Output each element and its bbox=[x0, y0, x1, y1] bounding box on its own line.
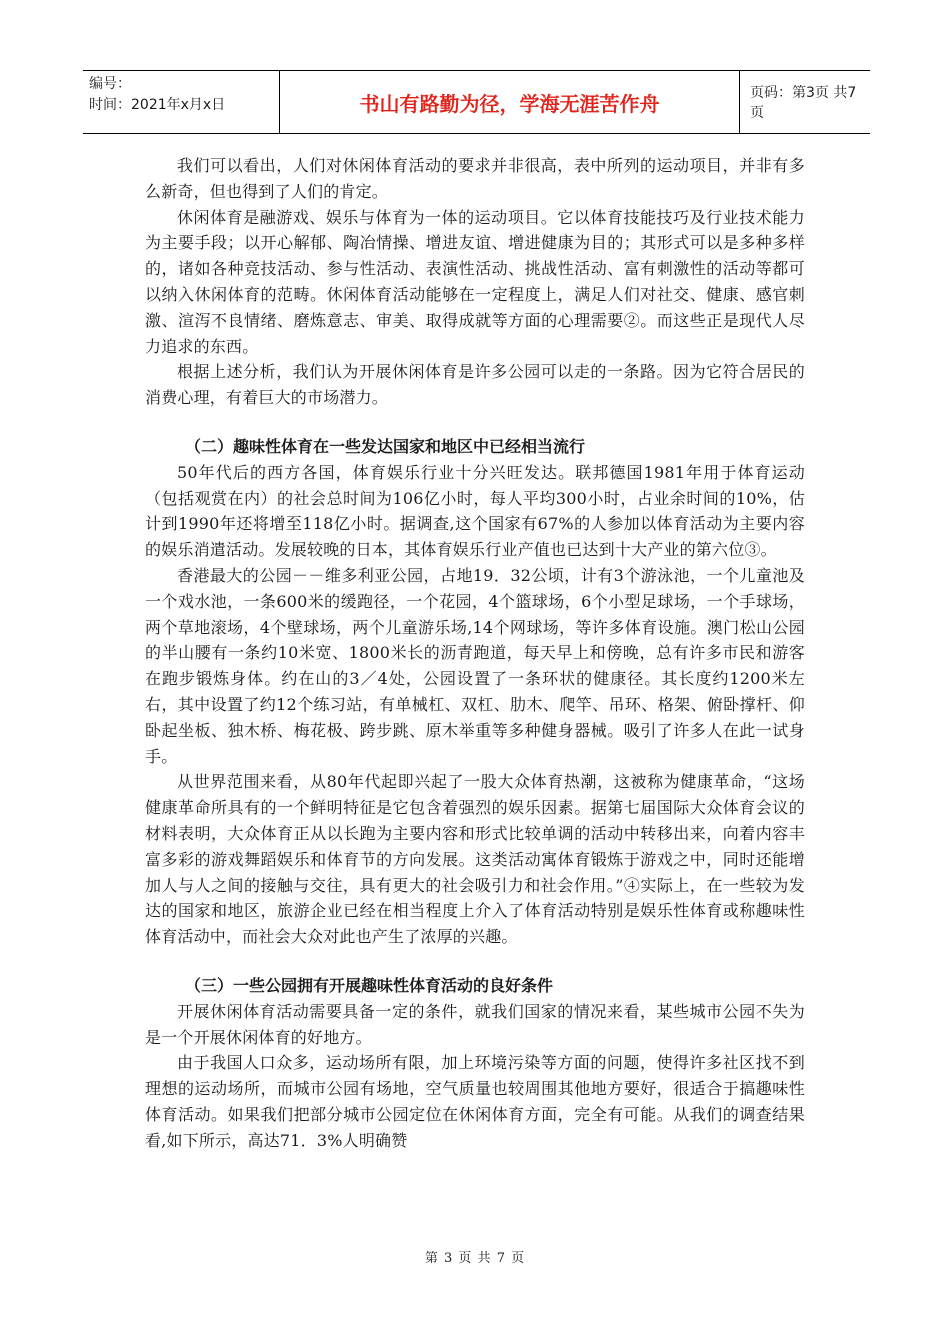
section-heading: （二）趣味性体育在一些发达国家和地区中已经相当流行 bbox=[185, 436, 586, 456]
page-footer: 第 3 页 共 7 页 bbox=[424, 1251, 526, 1266]
document-time-label: 时间：2021年x月x日 bbox=[89, 97, 226, 113]
page-header bbox=[83, 70, 870, 134]
paragraph: 50年代后的西方各国，体育娱乐行业十分兴旺发达。联邦德国1981年用于体育运动（包括观赏在内）的社会总时间为106亿小时，每人平均300小时，占业余时间的10%，估计到1990年还将增至118亿小时。据调查,这个国家有67%的人参加以体育活动为主要内容的娱乐消遣活动。发展较晚的日本，其体育娱乐行业产值也已达到十大产业的第六位③。 bbox=[145, 462, 805, 560]
paragraph: 香港最大的公园－－维多利亚公园，占地19．32公顷，计有3个游泳池，一个儿童池及一个戏水池，一条600米的缓跑径，一个花园，4个篮球场，6个小型足球场，一个手球场，两个草地滚场，4个壁球场，两个儿童游乐场,14个网球场，等许多体育设施。澳门松山公园的半山腰有一条约10米宽、1800米长的沥青跑道，每天早上和傍晚，总有许多市民和游客在跑步锻炼身体。约在山的3／4处，公园设置了一条环状的健康径。其长度约1200米左右，其中设置了约12个练习站，有单械杠、双杠、肋木、爬竿、吊环、格架、俯卧撑杆、仰卧起坐板、独木桥、梅花极、跨步跳、原木举重等多种健身器械。吸引了许多人在此一试身手。 bbox=[145, 565, 805, 766]
document-body bbox=[145, 153, 805, 1153]
header-page-code: 页码：第3页 共7页 bbox=[750, 85, 857, 121]
document-number-label: 编号： bbox=[89, 76, 131, 92]
paragraph: 休闲体育是融游戏、娱乐与体育为一体的运动项目。它以体育技能技巧及行业技术能力为主要手段；以开心解郁、陶冶情操、增进友谊、增进健康为目的；其形式可以是多种多样的，诸如各种竞技活动、参与性活动、表演性活动、挑战性活动、富有刺激性的活动等都可以纳入休闲体育的范畴。休闲体育活动能够在一定程度上，满足人们对社交、健康、感官刺激、渲泻不良情绪、磨炼意志、审美、取得成就等方面的心理需要②。而这些正是现代人尽力追求的东西。 bbox=[145, 207, 805, 356]
paragraph: 从世界范围来看，从80年代起即兴起了一股大众体育热潮，这被称为健康革命，“这场健康革命所具有的一个鲜明特征是它包含着强烈的娱乐因素。据第七届国际大众体育会议的材料表明，大众体育正从以长跑为主要内容和形式比较单调的活动中转移出来，向着内容丰富多彩的游戏舞蹈娱乐和体育节的方向发展。这类活动寓体育锻炼于游戏之中，同时还能增加人与人之间的接触与交往，具有更大的社会吸引力和社会作用。”④实际上，在一些较为发达的国家和地区，旅游企业已经在相当程度上介入了体育活动特别是娱乐性体育或称趣味性体育活动中，而社会大众对此也产生了浓厚的兴趣。 bbox=[145, 772, 805, 947]
paragraph: 开展休闲体育活动需要具备一定的条件，就我们国家的情况来看，某些城市公园不失为是一个开展休闲体育的好地方。 bbox=[145, 1001, 805, 1047]
header-left-cell bbox=[83, 71, 280, 133]
header-motto: 书山有路勤为径，学海无涯苦作舟 bbox=[280, 71, 740, 133]
section-heading: （三）一些公园拥有开展趣味性体育活动的良好条件 bbox=[185, 975, 554, 995]
paragraph: 由于我国人口众多，运动场所有限，加上环境污染等方面的问题，使得许多社区找不到理想的运动场所，而城市公园有场地，空气质量也较周围其他地方要好，很适合于搞趣味性体育活动。如果我们把部分城市公园定位在休闲体育方面，完全有可能。从我们的调查结果看,如下所示，高达71．3%人明确赞 bbox=[145, 1053, 805, 1150]
paragraph: 我们可以看出，人们对休闲体育活动的要求并非很高，表中所列的运动项目，并非有多么新奇，但也得到了人们的肯定。 bbox=[145, 156, 805, 201]
paragraph: 根据上述分析，我们认为开展休闲体育是许多公园可以走的一条路。因为它符合居民的消费心理，有着巨大的市场潜力。 bbox=[145, 362, 805, 408]
